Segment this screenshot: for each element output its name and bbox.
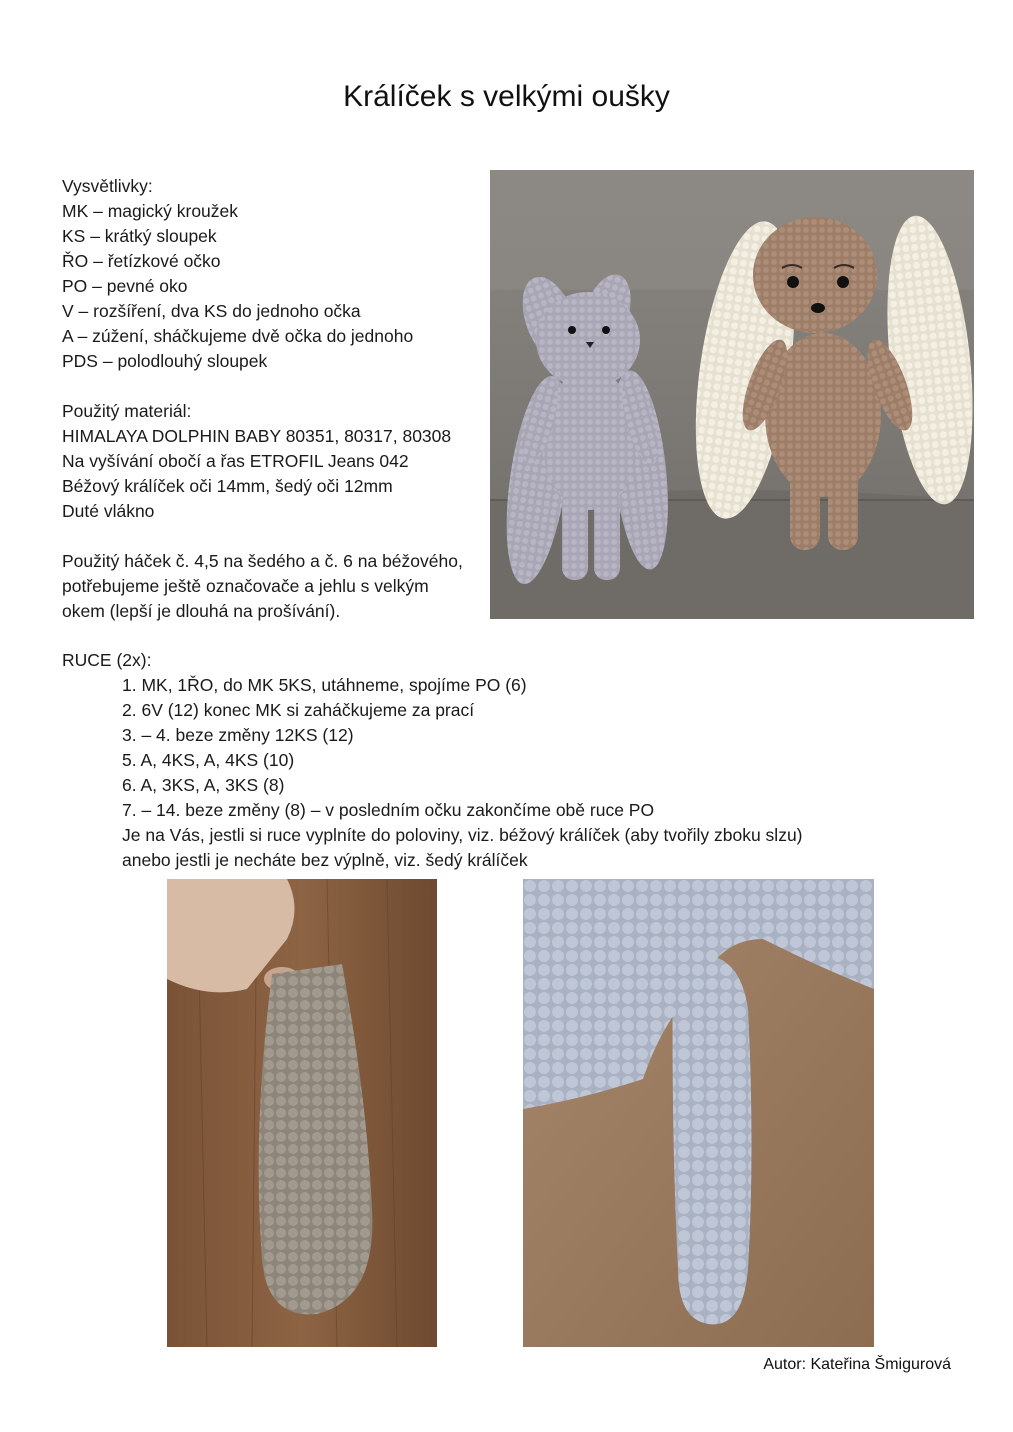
ruce-note: anebo jestli je necháte bez výplně, viz. šedý králíček: [122, 850, 528, 870]
grey-arm-photo: [523, 879, 874, 1347]
hook-line: okem (lepší je dlouhá na prošívání).: [62, 601, 341, 621]
page-title: Králíček s velkými oušky: [343, 80, 670, 113]
material-line: Duté vlákno: [62, 501, 155, 521]
legend-item: MK – magický kroužek: [62, 201, 239, 221]
author-credit: Autor: Kateřina Šmigurová: [763, 1356, 951, 1373]
legend-item: KS – krátký sloupek: [62, 226, 217, 246]
ruce-step: 1. MK, 1ŘO, do MK 5KS, utáhneme, spojíme PO (6): [122, 675, 527, 695]
ruce-section: [62, 648, 962, 873]
bunnies-photo: [490, 170, 974, 619]
ruce-step: 5. A, 4KS, A, 4KS (10): [122, 750, 295, 770]
ruce-step: 6. A, 3KS, A, 3KS (8): [122, 775, 285, 795]
material-line: Béžový králíček oči 14mm, šedý oči 12mm: [62, 476, 393, 496]
hook-line: potřebujeme ještě označovače a jehlu s velkým: [62, 576, 429, 596]
beige-arm-photo: [167, 879, 437, 1347]
ruce-note: Je na Vás, jestli si ruce vyplníte do poloviny, viz. béžový králíček (aby tvořily zboku slzu): [122, 825, 803, 845]
legend-item: A – zúžení, sháčkujeme dvě očka do jednoho: [62, 326, 414, 346]
ruce-step: 7. – 14. beze změny (8) – v posledním očku zakončíme obě ruce PO: [122, 800, 655, 820]
material-heading: Použitý materiál:: [62, 401, 192, 421]
ruce-step: 3. – 4. beze změny 12KS (12): [122, 725, 354, 745]
material-line: HIMALAYA DOLPHIN BABY 80351, 80317, 80308: [62, 426, 452, 446]
ruce-step: 2. 6V (12) konec MK si zaháčkujeme za prací: [122, 700, 475, 720]
ruce-heading: RUCE (2x):: [62, 650, 152, 670]
legend-item: ŘO – řetízkové očko: [62, 251, 221, 271]
hook-line: Použitý háček č. 4,5 na šedého a č. 6 na béžového,: [62, 551, 463, 571]
legend-item: PO – pevné oko: [62, 276, 188, 296]
legend-section: [62, 174, 492, 624]
legend-heading: Vysvětlivky:: [62, 176, 153, 196]
material-line: Na vyšívání obočí a řas ETROFIL Jeans 042: [62, 451, 409, 471]
legend-item: PDS – polodlouhý sloupek: [62, 351, 268, 371]
legend-item: V – rozšíření, dva KS do jednoho očka: [62, 301, 361, 321]
